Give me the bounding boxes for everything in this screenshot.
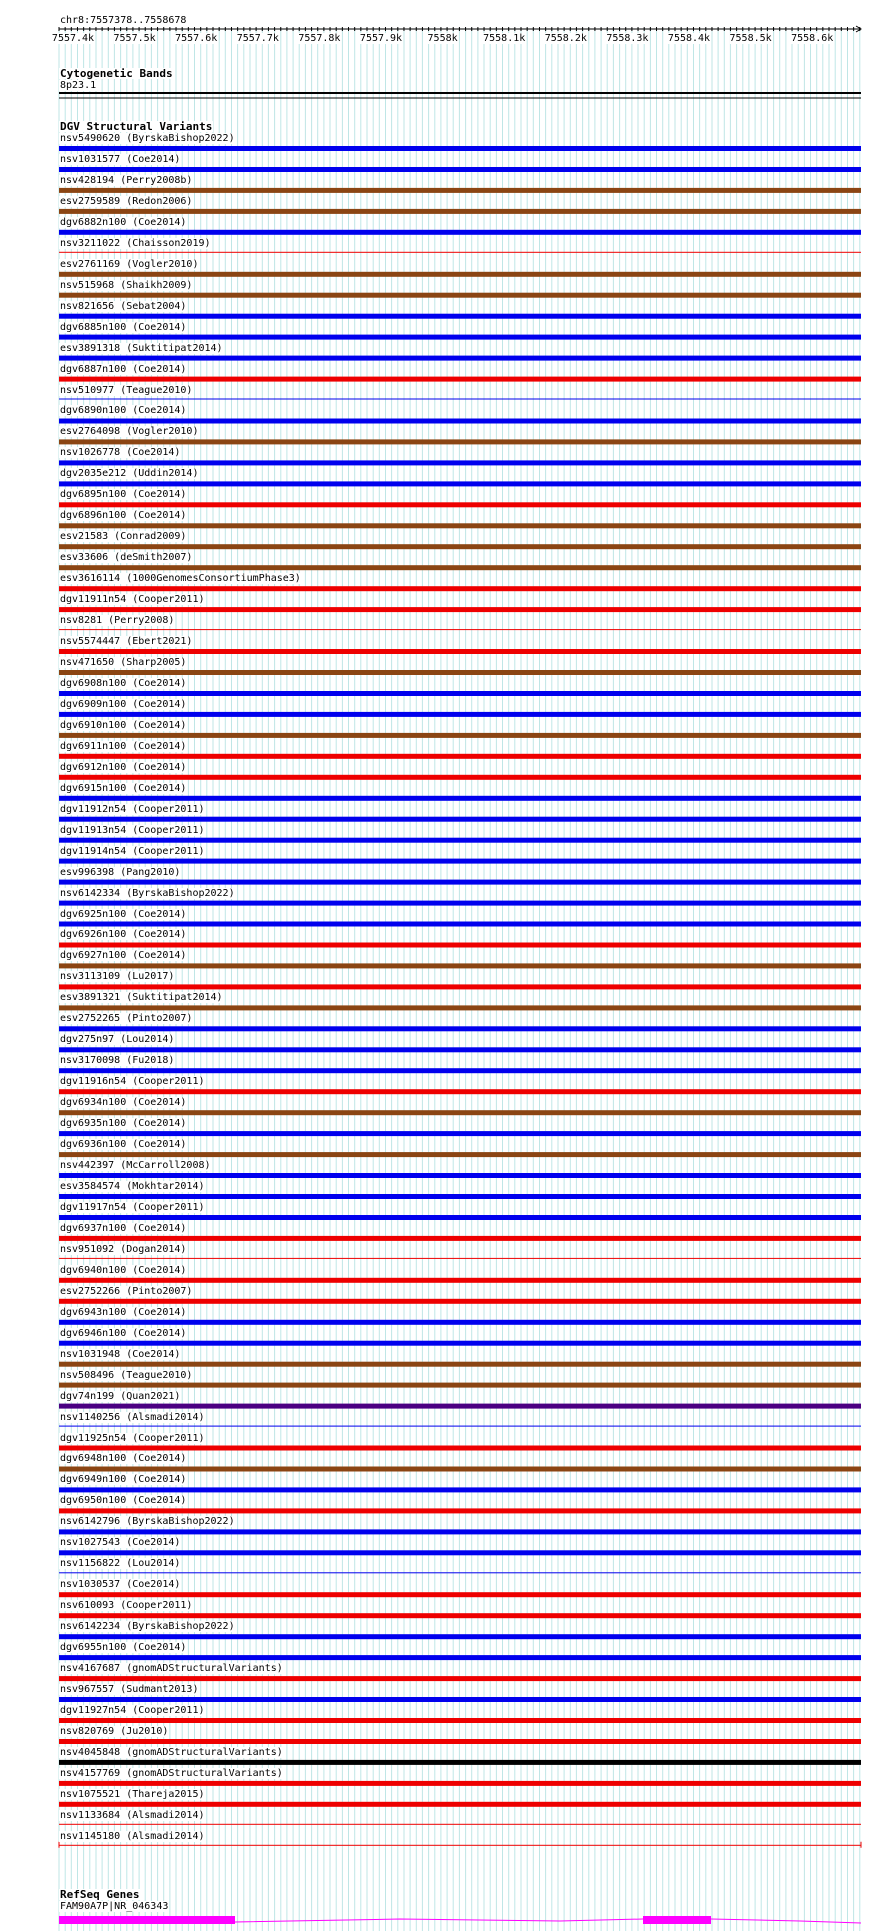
- dgv-variant-label[interactable]: dgv6937n100 (Coe2014): [60, 1223, 187, 1234]
- dgv-variant-bar[interactable]: [59, 817, 861, 822]
- dgv-variant-bar[interactable]: [59, 796, 861, 801]
- dgv-variant-label[interactable]: dgv6887n100 (Coe2014): [60, 364, 187, 375]
- ruler-tick-label: 7557.4k: [51, 33, 95, 44]
- dgv-variant-label[interactable]: dgv6915n100 (Coe2014): [60, 783, 187, 794]
- dgv-variant-bar[interactable]: [59, 1404, 861, 1409]
- dgv-variant-bar[interactable]: [59, 1739, 861, 1744]
- dgv-variant-bar[interactable]: [59, 1173, 861, 1178]
- dgv-variant-bar[interactable]: [59, 1572, 861, 1573]
- dgv-variant-label[interactable]: nsv428194 (Perry2008b): [60, 175, 193, 186]
- dgv-variant-bar[interactable]: [59, 859, 861, 864]
- dgv-variant-bar[interactable]: [59, 1487, 861, 1492]
- ruler-tick-label: 7558.6k: [791, 33, 834, 44]
- dgv-variant-label[interactable]: esv21583 (Conrad2009): [60, 531, 187, 542]
- dgv-variant-bar[interactable]: [59, 481, 861, 486]
- dgv-variant-label[interactable]: esv3891318 (Suktitipat2014): [60, 343, 223, 354]
- dgv-variant-label[interactable]: esv3584574 (Mokhtar2014): [60, 1181, 205, 1192]
- dgv-variant-label[interactable]: dgv6911n100 (Coe2014): [60, 741, 187, 752]
- dgv-variant-bar[interactable]: [59, 1362, 861, 1367]
- dgv-variant-label[interactable]: dgv6927n100 (Coe2014): [60, 950, 187, 961]
- dgv-variant-label[interactable]: dgv6912n100 (Coe2014): [60, 762, 187, 773]
- dgv-variant-label[interactable]: nsv1145180 (Alsmadi2014): [60, 1831, 205, 1842]
- dgv-variant-bar[interactable]: [59, 1655, 861, 1660]
- dgv-variant-label[interactable]: esv3616114 (1000GenomesConsortiumPhase3): [60, 573, 301, 584]
- dgv-variant-label[interactable]: dgv6910n100 (Coe2014): [60, 720, 187, 731]
- ruler-tick-label: 7557.5k: [113, 33, 156, 44]
- dgv-variant-label[interactable]: nsv1075521 (Thareja2015): [60, 1789, 205, 1800]
- dgv-variant-bar[interactable]: [59, 335, 861, 340]
- dgv-variant-label[interactable]: dgv74n199 (Quan2021): [60, 1391, 181, 1402]
- ruler-tick-label: 7557.7k: [236, 33, 279, 44]
- dgv-variant-bar[interactable]: [59, 1676, 861, 1681]
- dgv-variant-label[interactable]: esv2761169 (Vogler2010): [60, 259, 199, 270]
- dgv-variant-bar[interactable]: [59, 1718, 861, 1723]
- dgv-variant-bar[interactable]: [59, 1341, 861, 1346]
- dgv-variant-bar[interactable]: [59, 1068, 861, 1073]
- gene-exon[interactable]: [59, 1916, 235, 1924]
- dgv-variant-label[interactable]: dgv6949n100 (Coe2014): [60, 1474, 187, 1485]
- dgv-variant-bar[interactable]: [59, 943, 861, 948]
- dgv-variant-bar[interactable]: [59, 399, 861, 400]
- dgv-variant-bar[interactable]: [59, 1005, 861, 1010]
- dgv-variant-label[interactable]: nsv4045848 (gnomADStructuralVariants): [60, 1747, 283, 1758]
- dgv-variant-bar[interactable]: [59, 1383, 861, 1388]
- dgv-variant-label[interactable]: dgv6926n100 (Coe2014): [60, 929, 187, 940]
- dgv-variant-label[interactable]: nsv508496 (Teague2010): [60, 1370, 193, 1381]
- dgv-variant-label[interactable]: nsv1140256 (Alsmadi2014): [60, 1412, 205, 1423]
- ruler-tick-label: 7557.8k: [298, 33, 341, 44]
- dgv-variant-label[interactable]: nsv6142796 (ByrskaBishop2022): [60, 1516, 235, 1527]
- dgv-variant-label[interactable]: dgv6955n100 (Coe2014): [60, 1642, 187, 1653]
- dgv-variant-bar[interactable]: [59, 1089, 861, 1094]
- dgv-variant-bar[interactable]: [59, 1781, 861, 1786]
- refseq-gene-label[interactable]: FAM90A7P|NR_046343: [60, 1901, 169, 1912]
- dgv-variant-bar[interactable]: [59, 649, 861, 654]
- dgv-variant-label[interactable]: nsv442397 (McCarroll2008): [60, 1160, 211, 1171]
- dgv-variant-bar[interactable]: [59, 1215, 861, 1220]
- dgv-variant-bar[interactable]: [59, 607, 861, 612]
- dgv-variant-bar[interactable]: [59, 1320, 861, 1325]
- dgv-variant-bar[interactable]: [59, 1824, 861, 1825]
- dgv-variant-label[interactable]: dgv6895n100 (Coe2014): [60, 489, 187, 500]
- dgv-variant-bar[interactable]: [59, 1047, 861, 1052]
- dgv-variant-label[interactable]: nsv820769 (Ju2010): [60, 1726, 169, 1737]
- dgv-variant-label[interactable]: dgv6936n100 (Coe2014): [60, 1139, 187, 1150]
- dgv-variant-bar[interactable]: [59, 838, 861, 843]
- refseq-track-title: RefSeq Genes: [60, 1888, 140, 1901]
- dgv-variant-bar[interactable]: [59, 1026, 861, 1031]
- dgv-variant-label[interactable]: nsv821656 (Sebat2004): [60, 301, 187, 312]
- dgv-variant-bar[interactable]: [59, 1467, 861, 1472]
- cytoband-label[interactable]: 8p23.1: [60, 80, 97, 91]
- dgv-variant-bar[interactable]: [59, 1613, 861, 1618]
- dgv-variant-label[interactable]: dgv275n97 (Lou2014): [60, 1034, 175, 1045]
- dgv-variant-label[interactable]: dgv6882n100 (Coe2014): [60, 217, 187, 228]
- dgv-variant-label[interactable]: dgv6946n100 (Coe2014): [60, 1328, 187, 1339]
- dgv-variant-bar[interactable]: [59, 544, 861, 549]
- dgv-variant-label[interactable]: nsv1027543 (Coe2014): [60, 1537, 181, 1548]
- dgv-variant-label[interactable]: nsv471650 (Sharp2005): [60, 657, 187, 668]
- dgv-variant-bar[interactable]: [59, 1508, 861, 1513]
- gene-intron-line: [235, 1919, 643, 1922]
- dgv-variant-bar[interactable]: [59, 272, 861, 277]
- dgv-variant-label[interactable]: dgv6896n100 (Coe2014): [60, 510, 187, 521]
- dgv-variant-label[interactable]: dgv6935n100 (Coe2014): [60, 1118, 187, 1129]
- dgv-variant-bar[interactable]: [59, 1131, 861, 1136]
- dgv-variant-label[interactable]: dgv11914n54 (Cooper2011): [60, 846, 205, 857]
- dgv-variant-bar[interactable]: [59, 984, 861, 989]
- dgv-variant-bar[interactable]: [59, 377, 861, 382]
- dgv-variant-label[interactable]: nsv1030537 (Coe2014): [60, 1579, 181, 1590]
- dgv-variant-bar[interactable]: [59, 1278, 861, 1283]
- dgv-variant-label[interactable]: dgv6909n100 (Coe2014): [60, 699, 187, 710]
- ruler-tick-label: 7558.5k: [729, 33, 772, 44]
- position-label: chr8:7557378..7558678: [60, 15, 187, 26]
- dgv-variant-bar[interactable]: [59, 502, 861, 507]
- dgv-variant-label[interactable]: nsv510977 (Teague2010): [60, 385, 193, 396]
- dgv-variant-bar[interactable]: [59, 1760, 861, 1765]
- dgv-variant-bar[interactable]: [59, 1697, 861, 1702]
- dgv-variant-bar[interactable]: [59, 565, 861, 570]
- dgv-track-title: DGV Structural Variants: [60, 120, 213, 133]
- dgv-variant-bar[interactable]: [59, 209, 861, 214]
- dgv-variant-bar[interactable]: [59, 586, 861, 591]
- gene-exon[interactable]: [643, 1916, 711, 1924]
- dgv-variant-bar[interactable]: [59, 1802, 861, 1807]
- dgv-variant-bar[interactable]: [59, 1634, 861, 1639]
- dgv-variant-bar[interactable]: [59, 880, 861, 885]
- ruler-tick-label: 7558.2k: [544, 33, 587, 44]
- dgv-variant-bar[interactable]: [59, 439, 861, 444]
- dgv-variant-label[interactable]: dgv6950n100 (Coe2014): [60, 1495, 187, 1506]
- dgv-variant-label[interactable]: dgv6925n100 (Coe2014): [60, 909, 187, 920]
- dgv-variant-label[interactable]: nsv515968 (Shaikh2009): [60, 280, 193, 291]
- dgv-variant-label[interactable]: dgv6948n100 (Coe2014): [60, 1453, 187, 1464]
- dgv-variant-label[interactable]: esv996398 (Pang2010): [60, 867, 181, 878]
- dgv-variant-label[interactable]: dgv11911n54 (Cooper2011): [60, 594, 205, 605]
- dgv-variant-label[interactable]: dgv11917n54 (Cooper2011): [60, 1202, 205, 1213]
- dgv-variant-label[interactable]: nsv967557 (Sudmant2013): [60, 1684, 199, 1695]
- dgv-variant-label[interactable]: dgv2035e212 (Uddin2014): [60, 468, 199, 479]
- dgv-variant-label[interactable]: nsv6142234 (ByrskaBishop2022): [60, 1621, 235, 1632]
- dgv-variant-bar[interactable]: [59, 188, 861, 193]
- dgv-variant-bar[interactable]: [59, 1529, 861, 1534]
- ruler-tick-label: 7558.1k: [483, 33, 526, 44]
- dgv-variant-label[interactable]: dgv6890n100 (Coe2014): [60, 405, 187, 416]
- ruler-tick-label: 7558.3k: [606, 33, 649, 44]
- dgv-variant-label[interactable]: nsv5490620 (ByrskaBishop2022): [60, 133, 235, 144]
- dgv-variant-bar[interactable]: [59, 922, 861, 927]
- dgv-variant-bar[interactable]: [59, 754, 861, 759]
- dgv-variant-bar[interactable]: [59, 523, 861, 528]
- dgv-variant-bar[interactable]: [59, 1845, 861, 1846]
- dgv-variant-label[interactable]: nsv8281 (Perry2008): [60, 615, 175, 626]
- dgv-variant-bar[interactable]: [59, 293, 861, 298]
- dgv-variant-label[interactable]: esv3891321 (Suktitipat2014): [60, 992, 223, 1003]
- dgv-variant-label[interactable]: esv2752265 (Pinto2007): [60, 1013, 193, 1024]
- dgv-variant-label[interactable]: nsv1031577 (Coe2014): [60, 154, 181, 165]
- dgv-variant-label[interactable]: esv33606 (deSmith2007): [60, 552, 193, 563]
- dgv-variant-label[interactable]: nsv1156822 (Lou2014): [60, 1558, 181, 1569]
- dgv-variant-label[interactable]: nsv1031948 (Coe2014): [60, 1349, 181, 1360]
- dgv-variant-label[interactable]: dgv11913n54 (Cooper2011): [60, 825, 205, 836]
- dgv-variant-label[interactable]: dgv6943n100 (Coe2014): [60, 1307, 187, 1318]
- dgv-variant-bar[interactable]: [59, 1426, 861, 1427]
- dgv-variant-label[interactable]: nsv951092 (Dogan2014): [60, 1244, 187, 1255]
- cytoband-track-title: Cytogenetic Bands: [60, 67, 173, 80]
- dgv-variant-label[interactable]: nsv3113109 (Lu2017): [60, 971, 175, 982]
- dgv-variant-label[interactable]: dgv11916n54 (Cooper2011): [60, 1076, 205, 1087]
- dgv-variant-bar[interactable]: [59, 1446, 861, 1451]
- dgv-variant-bar[interactable]: [59, 1592, 861, 1597]
- dgv-variant-bar[interactable]: [59, 167, 861, 172]
- dgv-variant-label[interactable]: dgv6885n100 (Coe2014): [60, 322, 187, 333]
- dgv-variant-bar[interactable]: [59, 670, 861, 675]
- dgv-variant-label[interactable]: dgv6908n100 (Coe2014): [60, 678, 187, 689]
- dgv-variant-label[interactable]: nsv3211022 (Chaisson2019): [60, 238, 211, 249]
- dgv-variant-label[interactable]: nsv4157769 (gnomADStructuralVariants): [60, 1768, 283, 1779]
- dgv-variant-bar[interactable]: [59, 1194, 861, 1199]
- dgv-variant-label[interactable]: nsv4167687 (gnomADStructuralVariants): [60, 1663, 283, 1674]
- dgv-variant-bar[interactable]: [59, 1236, 861, 1241]
- dgv-variant-bar[interactable]: [59, 629, 861, 630]
- dgv-variant-label[interactable]: esv2764098 (Vogler2010): [60, 426, 199, 437]
- ruler-tick-label: 7558.4k: [667, 33, 711, 44]
- ruler-tick-label: 7557.6k: [175, 33, 218, 44]
- dgv-variant-label[interactable]: nsv3170098 (Fu2018): [60, 1055, 175, 1066]
- dgv-variant-label[interactable]: nsv1026778 (Coe2014): [60, 447, 181, 458]
- dgv-variant-bar[interactable]: [59, 712, 861, 717]
- dgv-variant-label[interactable]: nsv610093 (Cooper2011): [60, 1600, 193, 1611]
- dgv-variant-bar[interactable]: [59, 1550, 861, 1555]
- dgv-variant-bar[interactable]: [59, 1258, 861, 1259]
- dgv-variant-bar[interactable]: [59, 252, 861, 253]
- dgv-variant-bar[interactable]: [59, 1152, 861, 1157]
- dgv-variant-bar[interactable]: [59, 419, 861, 424]
- dgv-variant-bar[interactable]: [59, 356, 861, 361]
- dgv-variant-label[interactable]: nsv5574447 (Ebert2021): [60, 636, 193, 647]
- dgv-variant-label[interactable]: dgv6940n100 (Coe2014): [60, 1265, 187, 1276]
- dgv-variant-bar[interactable]: [59, 460, 861, 465]
- dgv-variant-label[interactable]: dgv11912n54 (Cooper2011): [60, 804, 205, 815]
- dgv-variant-bar[interactable]: [59, 733, 861, 738]
- dgv-variant-bar[interactable]: [59, 691, 861, 696]
- dgv-variant-label[interactable]: dgv11927n54 (Cooper2011): [60, 1705, 205, 1716]
- dgv-variant-bar[interactable]: [59, 775, 861, 780]
- ruler-tick-label: 7558k: [427, 33, 458, 44]
- dgv-variant-bar[interactable]: [59, 146, 861, 151]
- dgv-variant-label[interactable]: esv2752266 (Pinto2007): [60, 1286, 193, 1297]
- ruler-tick-label: 7557.9k: [359, 33, 403, 44]
- dgv-variant-bar[interactable]: [59, 901, 861, 906]
- dgv-variant-label[interactable]: nsv6142334 (ByrskaBishop2022): [60, 888, 235, 899]
- dgv-variant-label[interactable]: dgv6934n100 (Coe2014): [60, 1097, 187, 1108]
- dgv-variant-bar[interactable]: [59, 1299, 861, 1304]
- dgv-variant-label[interactable]: esv2759589 (Redon2006): [60, 196, 193, 207]
- dgv-variant-bar[interactable]: [59, 314, 861, 319]
- dgv-variant-bar[interactable]: [59, 230, 861, 235]
- dgv-variant-bar[interactable]: [59, 963, 861, 968]
- dgv-variant-label[interactable]: dgv11925n54 (Cooper2011): [60, 1433, 205, 1444]
- dgv-variant-bar[interactable]: [59, 1110, 861, 1115]
- dgv-variant-label[interactable]: nsv1133684 (Alsmadi2014): [60, 1810, 205, 1821]
